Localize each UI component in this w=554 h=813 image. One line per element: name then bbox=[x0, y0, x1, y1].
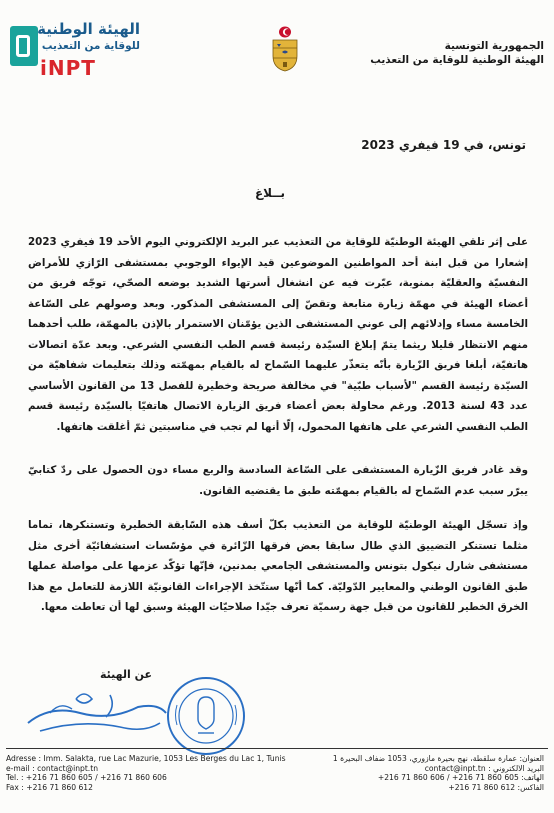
footer-address: Adresse : Imm. Salakta, rue Lac Mazurie, 1053 Les Berges du Lac 1, Tunis bbox=[6, 754, 286, 763]
document-date: تونس، في 19 فيفري 2023 bbox=[361, 138, 526, 152]
document-title: بــلاغ bbox=[254, 186, 286, 200]
inpt-logo-mark-icon bbox=[10, 26, 38, 66]
coat-of-arms-icon bbox=[270, 26, 300, 72]
footer-fax: Fax : +216 71 860 612 bbox=[6, 782, 93, 792]
footer-email: e-mail : contact@inpt.tn bbox=[6, 763, 99, 773]
body-paragraph: وإذ تسجّل الهيئة الوطنيّة للوقاية من التعذيب بكلّ أسف هذه السّابقة الخطيرة وتستنكرها، تماما مثلما تستنكر التضييق الذي طال سابقا بعض فرقها الزّائرة في مؤسّسات استشفائيّة أخرى مثل مستشفى شارل نيكول بتونس والمستشفى الجامعي بمدنين، فإنّها تؤكّد عزمها على مواصلة عملها طبق القانون الوطني والمعايير الدّوليّة. كما أنّها ستتّخذ الإجراءات القانونيّة اللازمة للتعامل مع هذا الخرق الخطير للقانون من قبل جهة رسميّة تعرف جيّدا صلاحيّات الهيئة وسبق لها أن تعاطت معها. bbox=[28, 519, 528, 613]
inpt-logo-latin: iNPT bbox=[40, 56, 96, 80]
footer-fax-ar: الفاكس: 612 860 71 216+ bbox=[448, 782, 544, 792]
footer-phone: Tel. : +216 71 860 605 / +216 71 860 606 bbox=[6, 773, 167, 782]
issuer-line-2: الهيئة الوطنية للوقاية من التعذيب bbox=[370, 54, 544, 66]
signoff-label: عن الهيئة bbox=[100, 668, 153, 681]
footer-contact-arabic bbox=[333, 754, 544, 792]
body-paragraph: وقد غادر فريق الزّيارة المستشفى على السّاعة السادسة والربع مساء دون الحصول على ردّ كتابيّ يبرّر سبب عدم السّماح له بالقيام بمهمّته طبق ما يقتضيه القانون. bbox=[28, 464, 528, 497]
handwritten-signature bbox=[20, 683, 170, 743]
footer-phone-ar: الهاتف: 605 860 71 216+ / 606 860 71 216+ bbox=[377, 773, 544, 782]
official-stamp-icon bbox=[165, 675, 247, 757]
issuer-line-1: الجمهورية التونسية bbox=[444, 40, 544, 52]
body-paragraph: على إثر تلقي الهيئة الوطنيّة للوقاية من التعذيب عبر البريد الإلكتروني اليوم الأحد 19 فيفري 2023 إشعارا من قبل ابنة أحد المواطنين الموضوعين قيد الإيواء الوجوبي بمستشفى الرّازي للأمراض النفسيّة والعقليّة بمنوبة، عبّرت فيه عن انشغال أسرتها الشديد بوضعه الصحّي، توجّه فريق من أعضاء الهيئة في مهمّة زيارة متابعة وتقصّ إلى المستشفى المذكور. وبعد وصولهم على السّاعة الخامسة مساء وإدلائهم إلى عوني المستشفى الذين يؤمّنان الاستمرار بالإذن بالمهمّة، طلب أحدهما منهم الانتظار قليلا ريثما يتمّ إبلاغ السيّدة رئيسة قسم الطب النفسي الشرعي. وبعد عدّة اتصالات هاتفيّة، أبلغا فريق الزّيارة بأنّه يتعذّر عليهما السّماح له بالقيام بمهمّته وذلك بتعليمات شفاهيّة من السيّدة رئيسة القسم "لأسباب طبّية" في مخالفة صريحة وخطيرة للفصل 13 من القانون الأساسي عدد 43 لسنة 2013. ورغم محاولة بعض أعضاء فريق الزيارة الاتصال هاتفيّا بالسيّدة رئيسة قسم الطب النفسي الشرعي على هاتفها المحمول، إلّا أنها لم تجب في مناسبتين ثمّ أغلقت هاتفها. bbox=[28, 236, 528, 433]
issuer-header bbox=[304, 40, 544, 66]
inpt-logo bbox=[10, 20, 140, 82]
footer-divider bbox=[6, 748, 548, 749]
footer-address-ar: العنوان: عمارة سلقطة، نهج بحيرة مازوري، 1053 ضفاف البحيرة 1 bbox=[332, 754, 544, 763]
footer-email-ar: البريد الالكتروني : contact@inpt.tn bbox=[424, 763, 544, 773]
inpt-logo-arabic-line2: للوقاية من التعذيب bbox=[41, 40, 140, 52]
footer-contact-latin bbox=[6, 754, 286, 792]
inpt-logo-arabic-line1: الهيئة الوطنية bbox=[37, 20, 140, 38]
